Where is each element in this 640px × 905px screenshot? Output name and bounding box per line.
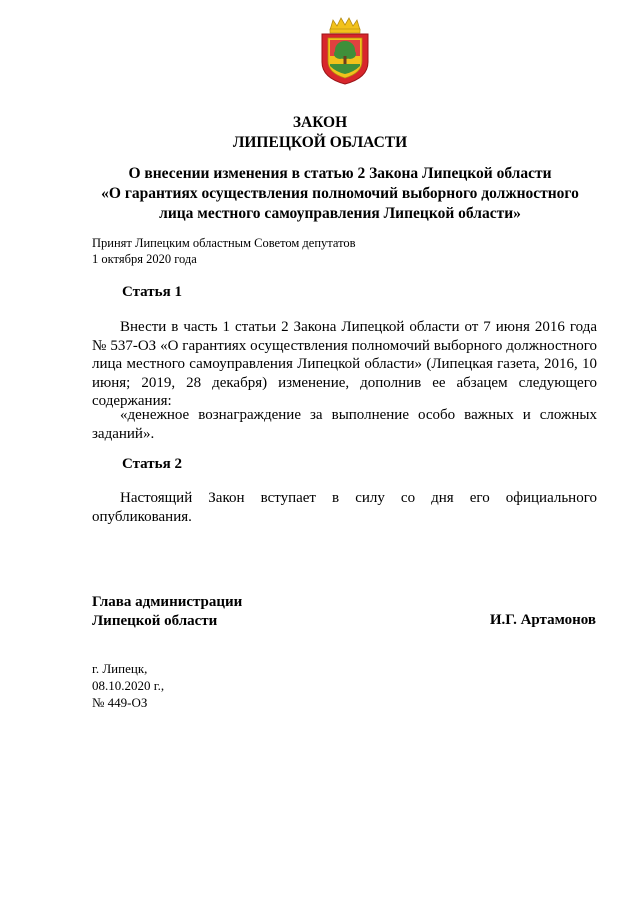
footer-number: № 449-ОЗ — [92, 695, 148, 710]
lipetsk-coat-of-arms-icon — [316, 16, 374, 86]
article-1-heading: Статья 1 — [122, 284, 182, 300]
signatory-position — [92, 593, 242, 631]
article-2-text: Настоящий Закон вступает в силу со дня его официального опубликования. — [92, 490, 597, 525]
article-1-text: Внести в часть 1 статьи 2 Закона Липецкой области от 7 июня 2016 года № 537-ОЗ «О гарантиях осуществления полномочий выборного должностного лица местного самоуправления Липецкой области» (Липецкая газета, 2016, 10 июня; 2019, 28 декабря) изменение, дополнив ее абзацем следующего содержания: — [92, 319, 597, 409]
adoption-note — [92, 235, 356, 267]
position-line: Глава администрации — [92, 594, 243, 610]
position-line: Липецкой области — [92, 613, 218, 629]
article-2-heading: Статья 2 — [122, 456, 182, 472]
law-subtitle — [80, 164, 600, 224]
signatory-name: И.Г. Артамонов — [489, 612, 596, 628]
footer-city: г. Липецк, — [92, 661, 148, 676]
subtitle-line: О внесении изменения в статью 2 Закона Липецкой области — [128, 165, 552, 182]
adoption-line: Принят Липецким областным Советом депутатов — [92, 236, 356, 250]
adoption-date: 1 октября 2020 года — [92, 252, 197, 266]
subtitle-line: лица местного самоуправления Липецкой области» — [159, 205, 521, 222]
document-footer — [92, 660, 164, 711]
law-region: ЛИПЕЦКОЙ ОБЛАСТИ — [232, 134, 408, 151]
law-word: ЗАКОН — [292, 114, 348, 131]
footer-date: 08.10.2020 г., — [92, 678, 165, 693]
subtitle-line: «О гарантиях осуществления полномочий выборного должностного — [101, 185, 579, 202]
article-1-quote: «денежное вознаграждение за выполнение особо важных и сложных заданий». — [92, 407, 597, 442]
